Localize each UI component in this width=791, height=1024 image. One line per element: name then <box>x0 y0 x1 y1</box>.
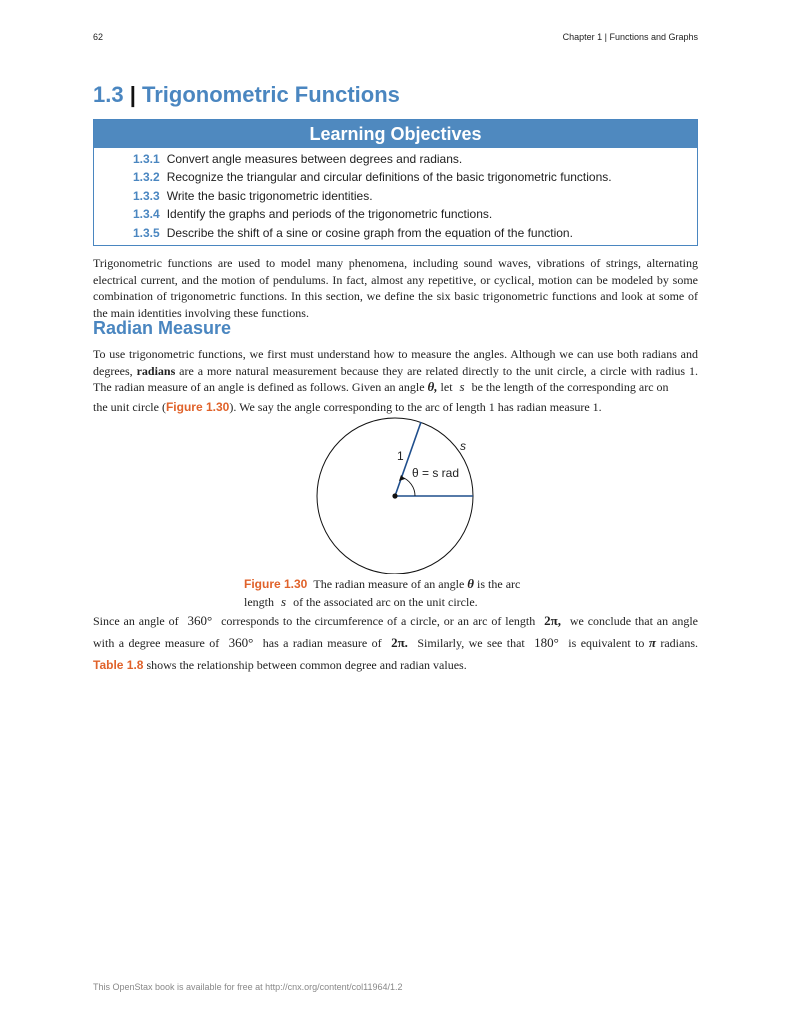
radius-label: 1 <box>397 449 404 463</box>
objective-number: 1.3.3 <box>133 188 160 203</box>
text-run: we conclude that an angle with a degree measure of <box>93 614 698 650</box>
objective-item <box>133 150 697 168</box>
subsection-heading-radian-measure: Radian Measure <box>93 318 232 338</box>
math-180: 180° <box>534 635 559 650</box>
objective-number: 1.3.2 <box>133 170 160 185</box>
text-line <box>93 399 698 416</box>
objective-text: Write the basic trigonometric identities. <box>166 188 373 203</box>
objective-number: 1.3.1 <box>133 152 160 166</box>
math-s: s <box>281 594 287 609</box>
text-run: are a more natural measurement because they are related directly to the unit circle, a circle with radius 1. The radian measure of an angle is defined as follows. Given an angle <box>93 363 698 394</box>
table-1-8-link[interactable]: Table 1.8 <box>93 658 144 672</box>
text-run: of the associated arc on the unit circle. <box>290 595 478 609</box>
arc-label: s <box>460 439 466 453</box>
chapter-title: Chapter 1 | Functions and Graphs <box>562 32 698 42</box>
text-run: shows the relationship between common degree and radian values. <box>143 658 467 672</box>
section-number: 1.3 <box>93 82 124 107</box>
objective-item <box>133 224 697 242</box>
objective-text: Identify the graphs and periods of the trigonometric functions. <box>166 207 493 222</box>
figure-caption <box>244 575 544 611</box>
objective-item <box>133 168 697 186</box>
math-2pi: 2π, <box>544 613 561 628</box>
page-footer: This OpenStax book is available for free at http://cnx.org/content/col11964/1.2 <box>93 982 403 992</box>
text-run: is equivalent to <box>563 636 649 650</box>
text-run: let <box>437 380 456 394</box>
math-2pi: 2π. <box>391 635 408 650</box>
section-separator: | <box>129 82 136 107</box>
text-run: The radian measure of an angle <box>313 577 468 591</box>
text-run: To use trigonometric functions, we first must understand how to measure the angles. Although we can use both radians and degrees, <box>93 347 698 378</box>
objective-item <box>133 205 697 223</box>
text-run: has a radian measure of <box>258 636 387 650</box>
page-number: 62 <box>93 32 104 42</box>
degrees-paragraph <box>93 610 698 676</box>
section-name: Trigonometric Functions <box>142 82 400 107</box>
unit-circle-figure <box>315 414 475 574</box>
unit-circle-diagram <box>315 414 475 574</box>
objective-item <box>133 187 697 205</box>
figure-label: Figure 1.30 <box>244 577 308 591</box>
math-360: 360° <box>187 613 213 628</box>
text-run: corresponds to the circumference of a circle, or an arc of length <box>217 614 540 628</box>
text-run: Since an angle of <box>93 614 183 628</box>
term-radians: radians <box>136 363 176 378</box>
learning-objectives-heading: Learning Objectives <box>94 120 697 148</box>
math-pi: π <box>648 635 656 650</box>
text-run: be the length of the corresponding arc on <box>468 380 669 394</box>
text-run: ). We say the angle corresponding to the arc of length 1 has radian measure 1. <box>229 399 602 414</box>
math-360: 360° <box>228 635 254 650</box>
text-run: Similarly, we see that <box>412 636 530 650</box>
objective-number: 1.3.5 <box>133 225 160 240</box>
text-run: radians. <box>655 636 698 650</box>
radian-measure-paragraph <box>93 346 698 415</box>
math-s: s <box>459 379 465 394</box>
intro-paragraph: Trigonometric functions are used to model many phenomena, including sound waves, vibrations of strings, alternating electrical current, and the motion of pendulums. In fact, almost any repetitive, or cyclical, motion can be modeled by some combination of trigonometric functions. In this section, we define the six basic trigonometric functions and look at some of the main identities involving these functions. <box>93 256 698 320</box>
text-run: is the arc length <box>244 577 521 609</box>
objective-text: Convert angle measures between degrees and radians. <box>166 152 463 166</box>
learning-objectives-list <box>94 148 697 245</box>
objective-text: Recognize the triangular and circular definitions of the basic trigonometric functions. <box>166 170 612 185</box>
math-theta: θ, <box>427 379 438 394</box>
figure-1-30-link[interactable]: Figure 1.30 <box>165 399 230 414</box>
text-run: the unit circle ( <box>93 399 166 414</box>
objective-number: 1.3.4 <box>133 207 160 222</box>
center-point <box>392 493 397 498</box>
objective-text: Describe the shift of a sine or cosine graph from the equation of the function. <box>166 225 573 240</box>
angle-label: θ = s rad <box>412 466 460 480</box>
section-title <box>93 82 400 108</box>
learning-objectives-box <box>93 119 698 246</box>
math-theta: θ <box>467 576 475 591</box>
